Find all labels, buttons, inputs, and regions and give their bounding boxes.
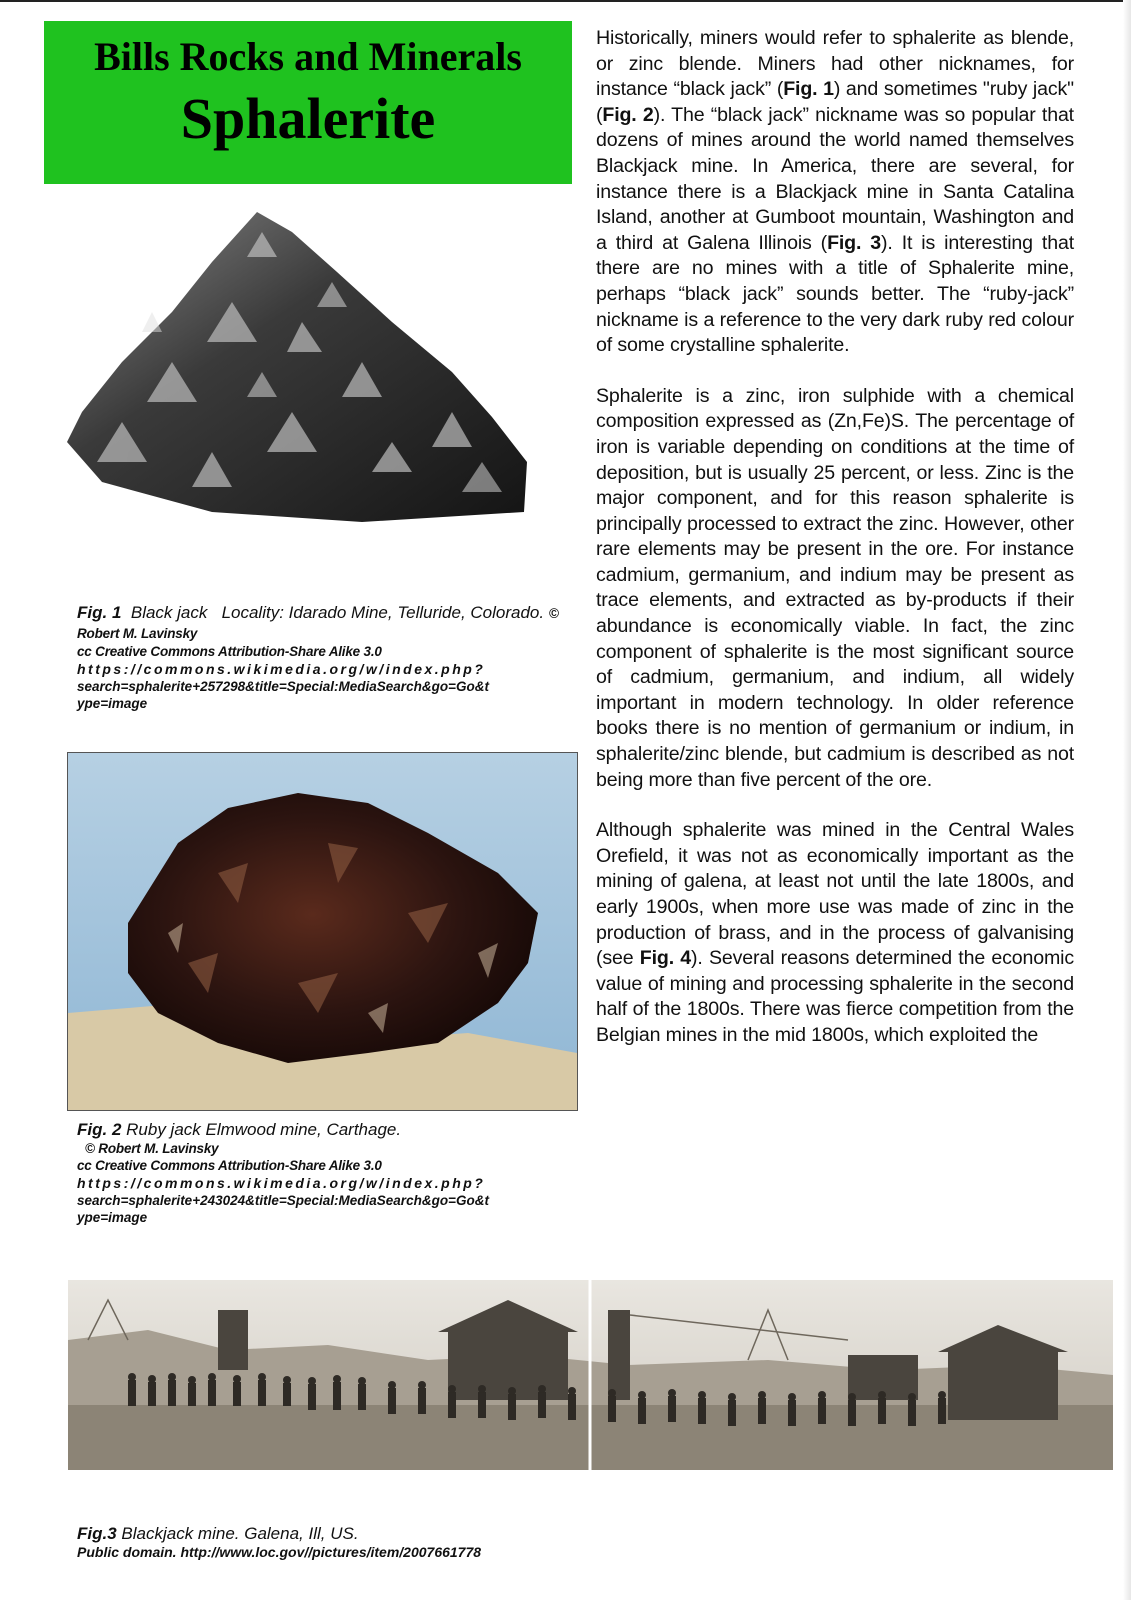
fig2-ref: Fig. 2 xyxy=(602,103,654,126)
fig2-photo xyxy=(67,752,578,1111)
fig1-url-line1: https://commons.wikimedia.org/w/index.php? xyxy=(77,661,486,677)
article-column xyxy=(596,26,1074,1049)
publication-title: Bills Rocks and Minerals xyxy=(94,34,522,79)
fig1-credit: © Robert M. Lavinsky xyxy=(77,606,559,641)
article-paragraph-3: Although sphalerite was mined in the Central Wales Orefield, it was not as economically important as the mining of galena, at least not until the late 1800s, and early 1900s, when more use was made of zinc in the production of brass, and in the process of galvanising (see Fig. 4). Several reasons determined the economic value of mining and processing sphalerite in the second half of the 1800s. There was fierce competition from the Belgian mines in the mid 1800s, which exploited the xyxy=(596,819,1074,1046)
fig2-credit: © Robert M. Lavinsky xyxy=(85,1141,219,1156)
fig4-ref: Fig. 4 xyxy=(639,947,692,970)
fig3-ref: Fig. 3 xyxy=(827,231,882,254)
fig1-url-line3: ype=image xyxy=(77,696,148,711)
page-edge-shadow xyxy=(1123,0,1131,1600)
fig2-caption xyxy=(77,1120,572,1226)
title-banner xyxy=(44,21,572,184)
fig3-label: Fig.3 xyxy=(77,1524,117,1543)
fig1-label: Fig. 1 xyxy=(77,603,122,622)
fig1-ref: Fig. 1 xyxy=(783,78,834,101)
fig3-photo xyxy=(68,1280,1113,1470)
fig3-caption xyxy=(77,1524,777,1561)
fig1-photo xyxy=(62,212,557,522)
top-border xyxy=(0,0,1131,2)
fig2-url-line1: https://commons.wikimedia.org/w/index.php? xyxy=(77,1175,486,1191)
fig3-title: Blackjack mine. Galena, Ill, US. xyxy=(121,1524,359,1543)
fig2-url-line3: ype=image xyxy=(77,1210,148,1225)
fig1-license: cc Creative Commons Attribution-Share Alike 3.0 xyxy=(77,644,382,659)
article-paragraph-1: Historically, miners would refer to sphalerite as blende, or zinc blende. Miners had other nicknames, for instance “black jack” (Fig. 1) and sometimes "ruby jack" (Fig. 2). The “black jack” nickname was so popular that dozens of mines around the world named themselves Blackjack mine. In America, there are several, for instance there is a Blackjack mine in Santa Catalina Island, another at Gumboot mountain, Washington and a third at Galena Illinois (Fig. 3). It is interesting that there are no mines with a title of Sphalerite mine, perhaps “black jack” sounds better. The “ruby-jack” nickname is a reference to the very dark ruby red colour of some crystalline sphalerite. xyxy=(596,27,1074,357)
fig1-title: Black jack xyxy=(130,603,208,622)
fig1-locality: Locality: Idarado Mine, Telluride, Colorado. xyxy=(221,603,545,622)
fig3-source: Public domain. http://www.loc.gov//pictures/item/2007661778 xyxy=(77,1544,482,1560)
article-paragraph-2: Sphalerite is a zinc, iron sulphide with a chemical composition expressed as (Zn,Fe)S. The percentage of iron is variable depending on conditions at the time of deposition, but is usually 25 percent, or less. Zinc is the major component, and for this reason sphalerite is principally processed to extract the zinc. However, other rare elements may be present in the ore. For instance cadmium, germanium, and indium may be present as trace elements, and extracted as by-products if their abundance is economically viable. In fact, the zinc component of sphalerite is the most significant source of cadmium, germanium, and indium, all widely important in modern technology. In older reference books there is no mention of germanium or indium, in sphalerite/zinc blende, but cadmium is described as not being more than five percent of the ore. xyxy=(596,384,1074,791)
fig1-caption xyxy=(77,603,572,712)
fig2-title: Ruby jack Elmwood mine, Carthage. xyxy=(126,1120,402,1139)
article-title: Sphalerite xyxy=(180,86,436,151)
fig2-url-line2: search=sphalerite+243024&title=Special:MediaSearch&go=Go&t xyxy=(77,1193,489,1208)
fig2-label: Fig. 2 xyxy=(77,1120,122,1139)
fig1-url-line2: search=sphalerite+257298&title=Special:MediaSearch&go=Go&t xyxy=(77,679,489,694)
fig2-license: cc Creative Commons Attribution-Share Alike 3.0 xyxy=(77,1158,382,1173)
